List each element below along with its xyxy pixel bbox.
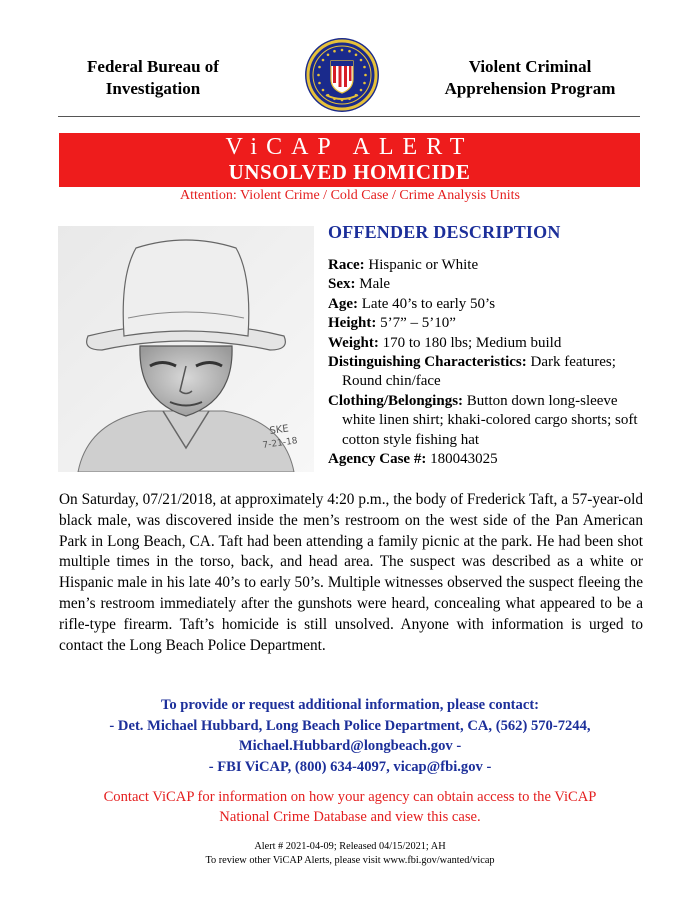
field-weight: Weight: 170 to 180 lbs; Medium build [328, 334, 562, 351]
field-sex: Sex: Male [328, 276, 391, 293]
field-characteristics: Distinguishing Characteristics: Dark features; Round chin/face [328, 354, 616, 390]
access-note: Contact ViCAP for information on how your agency can obtain access to the ViCAP National Crime Database and view this case. [103, 789, 597, 825]
footer [0, 840, 700, 867]
suspect-sketch [58, 226, 314, 472]
offender-details [328, 256, 638, 469]
contact-fbi: - FBI ViCAP, (800) 634-4097, vicap@fbi.gov - [208, 758, 492, 775]
program-name: Violent Criminal Apprehension Program [444, 57, 616, 98]
header-divider [58, 116, 640, 117]
field-race: Race: Hispanic or White [328, 257, 479, 273]
banner-subtitle: UNSOLVED HOMICIDE [228, 160, 471, 184]
sketch-artist-mark: SKE [268, 423, 290, 437]
field-age: Age: Late 40’s to early 50’s [328, 295, 496, 312]
alerts-link-text: To review other ViCAP Alerts, please visit www.fbi.gov/wanted/vicap [205, 854, 495, 866]
field-clothing: Clothing/Belongings: Button down long-sleeve white linen shirt; khaki-colored cargo shorts; soft cotton style fishing hat [328, 392, 638, 448]
alert-number: Alert # 2021-04-09; Released 04/15/2021; AH [254, 841, 446, 852]
field-case-number: Agency Case #: 180043025 [328, 451, 498, 468]
field-height: Height: 5’7” – 5’10” [328, 315, 456, 332]
offender-description-heading: OFFENDER DESCRIPTION [328, 222, 561, 242]
banner-title: ViCAP ALERT [225, 134, 474, 160]
attention-line: Attention: Violent Crime / Cold Case / Crime Analysis Units [180, 188, 520, 203]
contact-email: Michael.Hubbard@longbeach.gov - [238, 738, 462, 754]
case-narrative: On Saturday, 07/21/2018, at approximately 4:20 p.m., the body of Frederick Taft, a 57-year-old black male, was discovered inside the men’s restroom on the west side of the Pan American Park in Long Beach, CA. Taft had been attending a family picnic at the park. He had been shot multiple times in the torso, back, and head area. The suspect was described as a white or Hispanic male in his late 40’s to early 50’s. Multiple witnesses observed the suspect fleeing the men’s restroom immediately after the gunshots were heard, concealing what appeared to be a rifle-type firearm. Taft’s homicide is still unsolved. Anyone with information is urged to contact the Long Beach Police Department. [59, 491, 643, 654]
contact-heading: To provide or request additional information, please contact: [160, 697, 540, 713]
fbi-seal-icon [304, 37, 380, 113]
contact-block [0, 695, 700, 777]
contact-detective: - Det. Michael Hubbard, Long Beach Police Department, CA, (562) 570-7244, [109, 717, 591, 734]
agency-name: Federal Bureau of Investigation [87, 57, 219, 98]
sketch-date: 7-21-18 [262, 436, 299, 451]
alert-banner [59, 133, 640, 187]
